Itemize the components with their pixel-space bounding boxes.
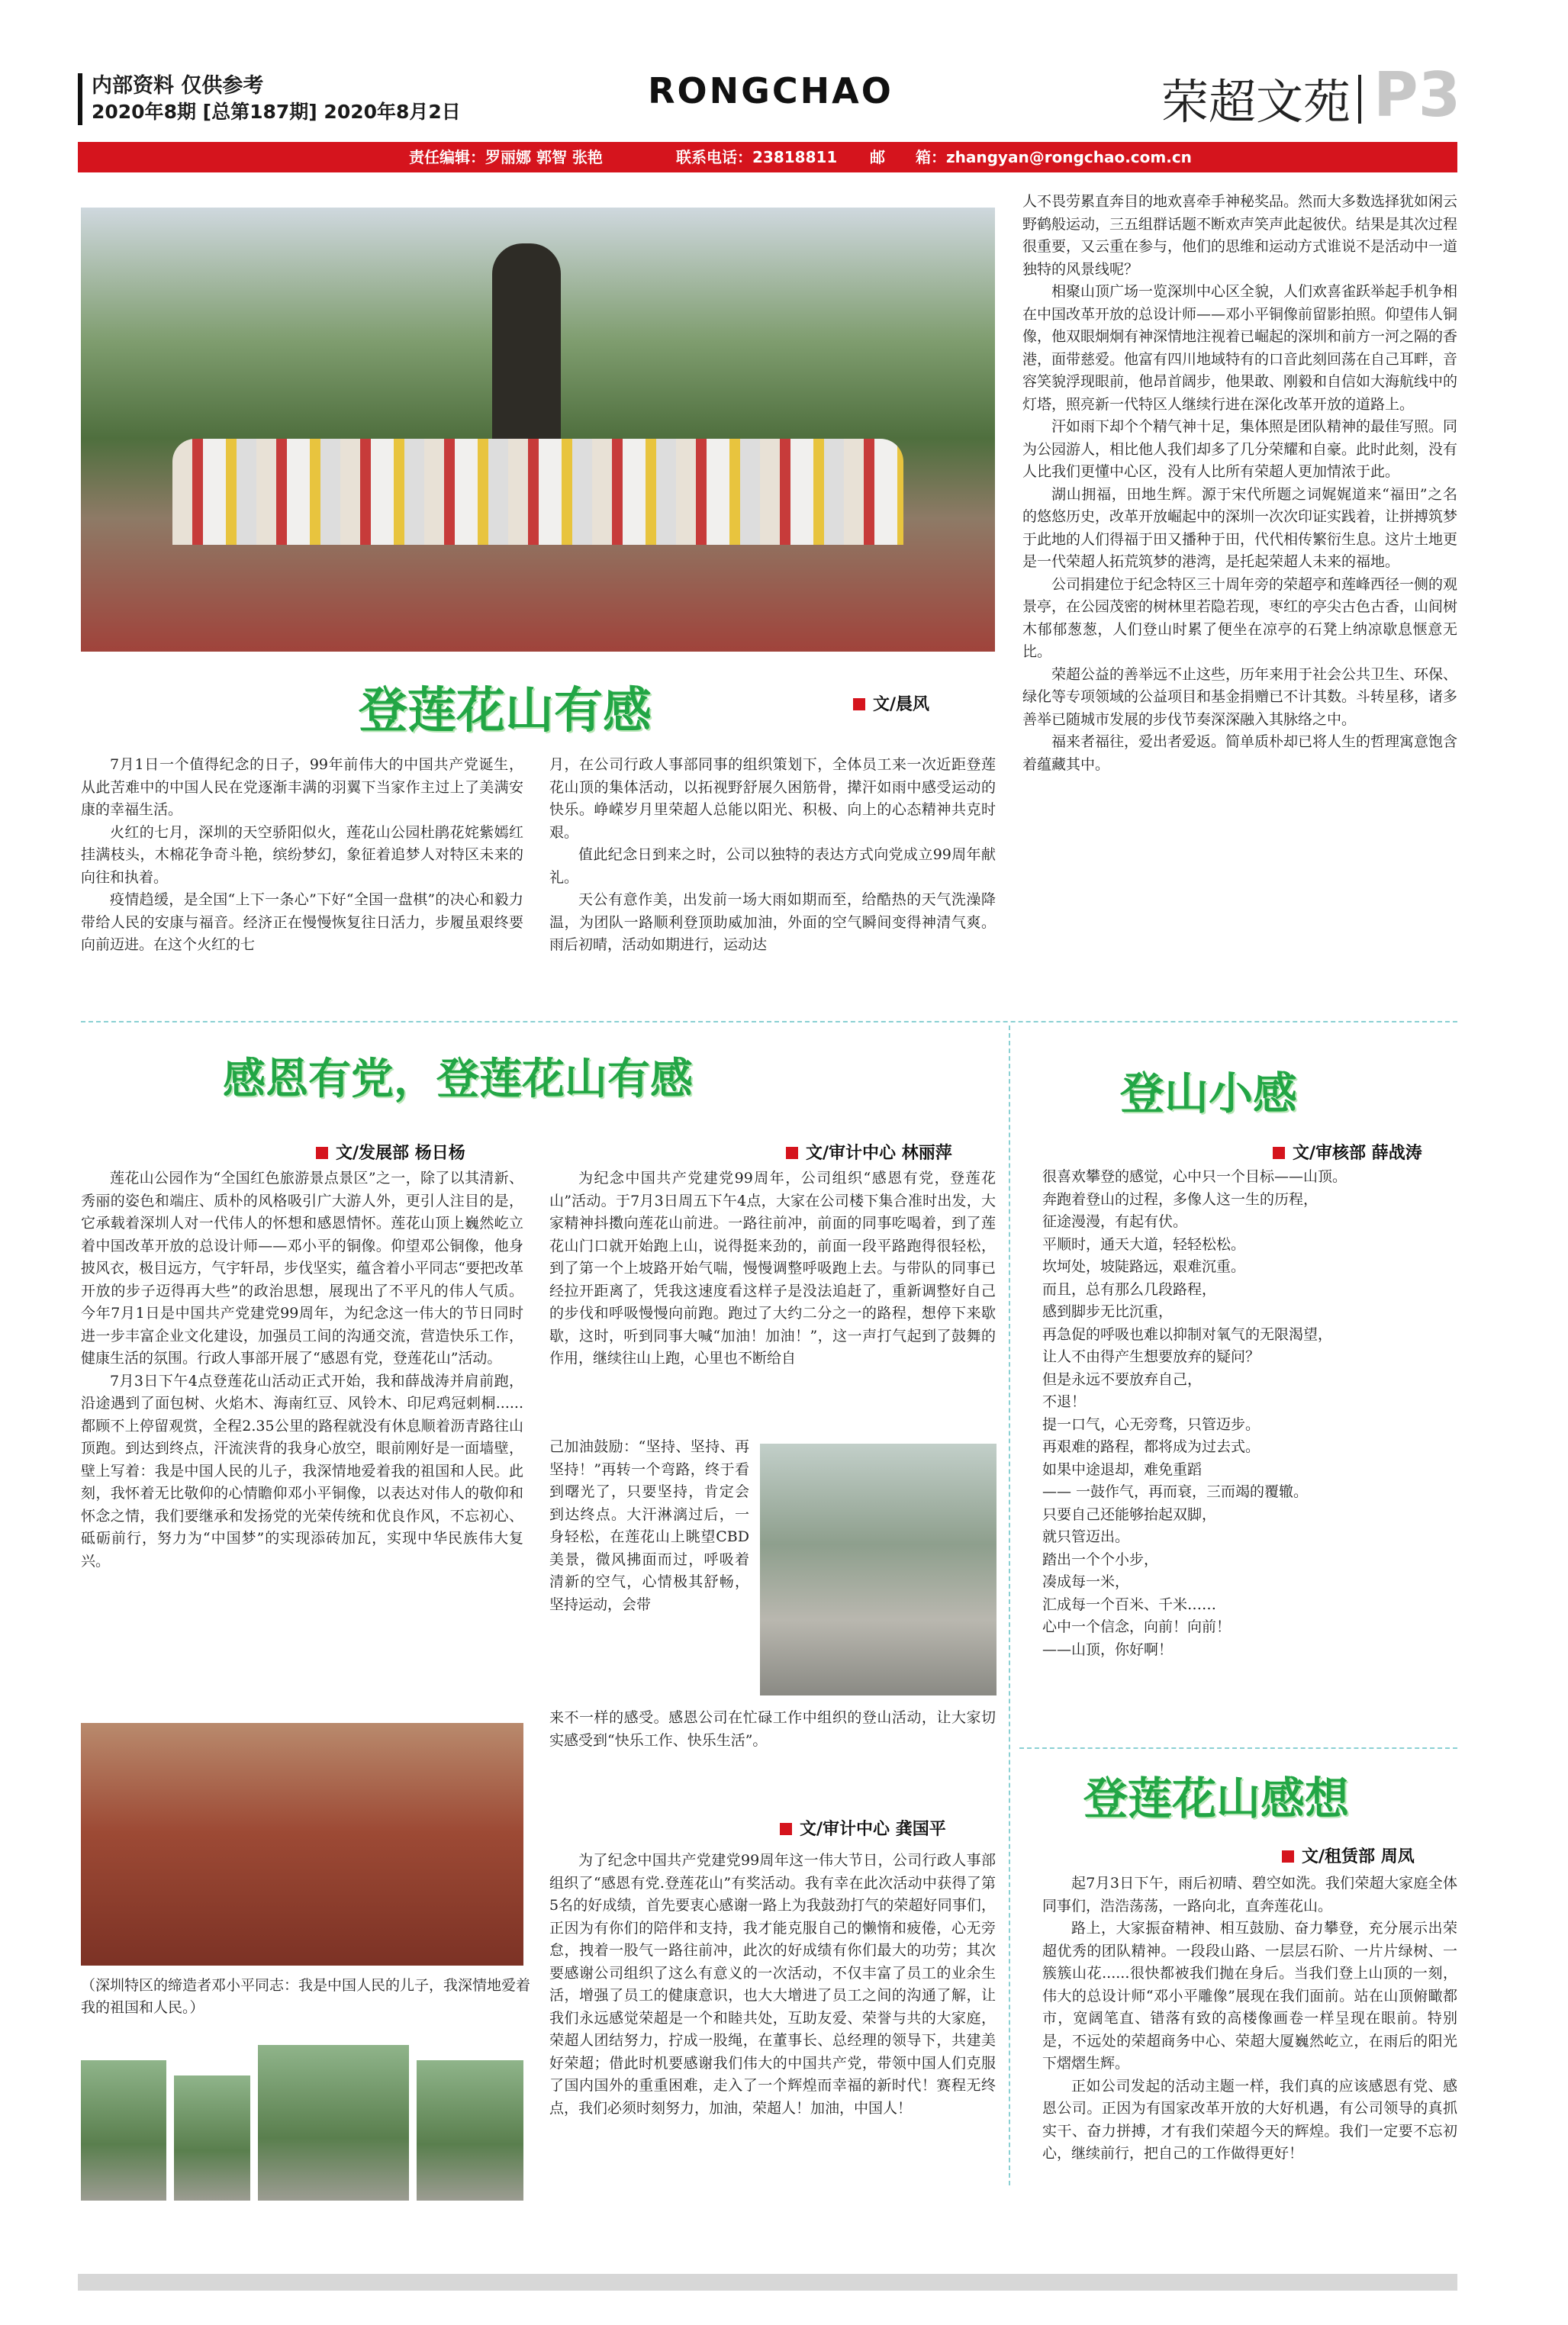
paragraph: 7月3日下午4点登莲花山活动正式开始，我和薛战涛并肩前跑，沿途遇到了面包树、火焰木、海南红豆、风铃木、印尼鸡冠刺桐......都顾不上停留观赏，全程2.35公里的路程就没有休息顺着沥青路往山顶跑。到达到终点，汗流浃背的我身心放空，眼前刚好是一面墙壁，壁上写着：我是中国人民的儿子，我深情地爱着我的祖国和人民。此刻，我怀着无比敬仰的心情瞻仰邓小平铜像，以表达对伟人的敬仰和怀念之情，我们要继承和发扬党的光荣传统和优良作风，不忘初心、砥砺前行，努力为“中国梦”的实现添砖加瓦，实现中华民族伟大复兴。	[81, 1372, 523, 1570]
poem-line: ——山顶，你好啊！	[1042, 1641, 1174, 1658]
poem-line: 就只管迈出。	[1042, 1528, 1130, 1545]
paragraph: 起7月3日下午，雨后初晴、碧空如洗。我们荣超大家庭全体同事们，浩浩荡荡，一路向北，直奔莲花山。	[1042, 1875, 1457, 1914]
paragraph: 荣超公益的善举远不止这些，历年来用于社会公共卫生、环保、绿化等专项领域的公益项目和基金捐赠已不计其数。斗转星移，诸多善举已随城市发展的步伐节奏深深融入其脉络之中。	[1022, 665, 1458, 728]
wall-inscription-photo	[81, 1723, 523, 1966]
member-photo	[81, 2060, 166, 2201]
article2-body	[81, 1167, 523, 1573]
article1-title: 登莲花山有感	[359, 683, 652, 739]
paragraph: 天公有意作美，出发前一场大雨如期而至，给酷热的天气洗澡降温，为团队一路顺利登顶助威加油，外面的空气瞬间变得神清气爽。雨后初晴，活动如期进行，运动达	[549, 891, 996, 953]
article2-title: 感恩有党，登莲花山有感	[223, 1055, 693, 1104]
issue-info: 2020年8期 [总第187期] 2020年8月2日	[92, 101, 461, 123]
article6-body	[1042, 1873, 1457, 2166]
paragraph: 福来者福往，爱出者爱返。简单质朴却已将人生的哲理寓意饱含着蕴藏其中。	[1022, 733, 1458, 773]
masthead-info	[78, 73, 612, 125]
poem-line: 征途漫漫，有起有伏。	[1042, 1213, 1188, 1230]
poem-line: 不退！	[1042, 1393, 1087, 1410]
section-divider	[81, 1021, 1457, 1022]
bullet-square-icon	[853, 698, 865, 710]
article1-col3	[1022, 191, 1457, 776]
poem-line: 提一口气，心无旁骛，只管迈步。	[1042, 1415, 1261, 1433]
article5-poem	[1042, 1166, 1457, 1661]
article6-title: 登莲花山感想	[1083, 1773, 1350, 1824]
article3-body-top	[549, 1167, 996, 1370]
brand-logo: RONGCHAO	[648, 70, 893, 111]
poem-line: 如果中途退却，难免重蹈	[1042, 1460, 1203, 1478]
paragraph: 正如公司发起的活动主题一样，我们真的应该感恩有党、感恩公司。正因为有国家改革开放的大好机遇，有公司领导的真抓实干、奋力拼搏，才有我们荣超今天的辉煌。我们一定要不忘初心，继续前行，把自己的工作做得更好！	[1042, 2077, 1457, 2162]
article3-body-wrap	[549, 1436, 749, 1616]
poem-line: 奔跑着登山的过程，多像人这一生的历程，	[1042, 1190, 1318, 1208]
article5-title: 登山小感	[1120, 1068, 1298, 1119]
poem-line: 凑成每一米，	[1042, 1573, 1130, 1590]
member-photo	[258, 2045, 409, 2201]
internal-notice: 内部资料 仅供参考	[92, 74, 264, 98]
column-divider	[1009, 1026, 1010, 2185]
paragraph: 来不一样的感受。感恩公司在忙碌工作中组织的登山活动，让大家切实感受到“快乐工作、快乐生活”。	[549, 1709, 996, 1749]
member-photo	[417, 2060, 523, 2201]
poem-line: 让人不由得产生想要放弃的疑问？	[1042, 1348, 1261, 1365]
poem-line: 只要自己还能够抬起双脚，	[1042, 1505, 1217, 1523]
paragraph: 为了纪念中国共产党建党99周年这一伟大节日，公司行政人事部组织了“感恩有党.登莲花山”有奖活动。我有幸在此次活动中获得了第5名的好成绩，首先要衷心感谢一路上为我鼓劲打气的荣超好同事们，正因为有你们的陪伴和支持，我才能克服自己的懒惰和疲倦，心无旁怠，拽着一股气一路往前冲，此次的好成绩有你们最大的功劳；其次要感谢公司组织了这么有意义的一次活动，不仅丰富了员工的业余生活，增强了员工的健康意识，也大大增进了员工之间的沟通了解，让我们永远感觉荣超是一个和睦共处，互助友爱、荣誉与共的大家庭，荣超人团结努力，拧成一股绳，在董事长、总经理的领导下，共建美好荣超；借此时机要感谢我们伟大的中国共产党，带领中国人们克服了国内国外的重重困难，走入了一个辉煌而幸福的新时代！赛程无终点，我们必须时刻努力，加油，荣超人！加油，中国人！	[549, 1852, 996, 2117]
article2-byline	[316, 1140, 465, 1164]
member-photo	[174, 2075, 250, 2201]
poem-line: 很喜欢攀登的感觉，心中只一个目标——山顶。	[1042, 1168, 1347, 1185]
article3-byline	[786, 1140, 952, 1164]
paragraph: 火红的七月，深圳的天空骄阳似火，莲花山公园杜鹃花姹紫嫣红挂满枝头，木棉花争奇斗艳，缤纷梦幻，象征着追梦人对特区未来的向往和执着。	[81, 823, 523, 886]
article4-body	[549, 1850, 996, 2120]
poem-line: 但是永远不要放弃自己，	[1042, 1370, 1203, 1388]
page-number: P3	[1373, 60, 1461, 130]
paragraph: 人不畏劳累直奔目的地欢喜牵手神秘奖品。然而大多数选择犹如闲云野鹤般运动，三五组群话题不断欢声笑声此起彼伏。结果是其次过程很重要，又云重在参与，他们的思维和运动方式谁说不是活动中一道独特的风景线呢？	[1022, 193, 1458, 278]
contact-email: 邮 箱：zhangyan@rongchao.com.cn	[870, 148, 1192, 166]
article1-byline	[853, 691, 929, 715]
bullet-square-icon	[316, 1147, 328, 1159]
poem-line: 心中一个信念，向前！向前！	[1042, 1618, 1232, 1635]
article3-author: 文/审计中心 林丽萍	[806, 1144, 952, 1163]
header-divider	[1358, 75, 1361, 124]
article4-byline	[780, 1816, 946, 1840]
editor-bar	[78, 142, 1457, 172]
editors: 责任编辑：罗丽娜 郭智 张艳	[409, 148, 603, 166]
paragraph: 相聚山顶广场一览深圳中心区全貌，人们欢喜雀跃举起手机争相在中国改革开放的总设计师——邓小平铜像前留影拍照。仰望伟人铜像，他双眼炯炯有神深情地注视着已崛起的深圳和前方一河之隔的香港，面带慈爱。他富有四川地域特有的口音此刻回荡在自己耳畔，音容笑貌浮现眼前，他昂首阔步，他果敢、刚毅和自信如大海航线中的灯塔，照亮新一代特区人继续行进在深化改革开放的道路上。	[1022, 283, 1458, 413]
article1-author: 文/晨风	[873, 695, 930, 714]
poem-line: 再急促的呼吸也难以抑制对氧气的无限渴望，	[1042, 1325, 1333, 1343]
poem-line: 而且，总有那么几段路程，	[1042, 1280, 1217, 1298]
article5-author: 文/审核部 薛战涛	[1293, 1144, 1422, 1163]
poem-line: 感到脚步无比沉重，	[1042, 1303, 1174, 1320]
paragraph: 值此纪念日到来之时，公司以独特的表达方式向党成立99周年献礼。	[549, 846, 996, 886]
article5-byline	[1273, 1140, 1422, 1164]
crowd-figure	[172, 439, 903, 546]
article3-body-end	[549, 1707, 996, 1752]
bullet-square-icon	[1282, 1850, 1294, 1863]
paragraph: 莲花山公园作为“全国红色旅游景点景区”之一，除了以其清新、秀丽的姿色和端庄、质朴的风格吸引广大游人外，更引人注目的是，它承载着深圳人对一代伟人的怀想和感恩情怀。莲花山顶上巍然屹立着中国改革开放的总设计师——邓小平的铜像。仰望邓公铜像，他身披风衣，极目远方，气宇轩昂，步伐坚实，蕴含着小平同志“要把改革开放的步子迈得再大些”的政治思想，展现出了不平凡的伟人气质。 今年7月1日是中国共产党建党99周年，为纪念这一伟大的节日同时进一步丰富企业文化建设，加强员工间的沟通交流，营造快乐工作，健康生活的氛围。行政人事部开展了“感恩有党，登莲花山”活动。	[81, 1170, 523, 1367]
contact-phone: 联系电话：23818811	[676, 148, 838, 166]
poem-line: 再艰难的路程，都将成为过去式。	[1042, 1438, 1261, 1455]
section-divider	[1019, 1747, 1457, 1749]
paragraph: 疫情趋缓，是全国“上下一条心”下好“全国一盘棋”的决心和毅力带给人民的安康与福音。经济正在慢慢恢复往日活力，步履虽艰终要向前迈进。在这个火红的七	[81, 891, 523, 953]
bullet-square-icon	[780, 1823, 792, 1835]
article1-col1	[81, 754, 523, 957]
poem-line: 汇成每一个百米、千米……	[1042, 1596, 1217, 1613]
article2-author: 文/发展部 杨日杨	[336, 1144, 465, 1163]
paragraph: 汗如雨下却个个精气神十足，集体照是团队精神的最佳写照。同为公园游人，相比他人我们却多了几分荣耀和自豪。此时此刻，没有人比我们更懂中心区，没有人比所有荣超人更加情浓于此。	[1022, 418, 1458, 480]
article4-author: 文/审计中心 龚国平	[800, 1820, 946, 1839]
article6-byline	[1282, 1844, 1415, 1867]
paragraph: 月，在公司行政人事部同事的组织策划下，全体员工来一次近距登莲花山顶的集体活动，以拓视野舒展久困筋骨，撵汗如雨中感受运动的快乐。峥嵘岁月里荣超人总能以阳光、积极、向上的心态精神共克时艰。	[549, 756, 996, 841]
paragraph: 路上，大家振奋精神、相互鼓励、奋力攀登，充分展示出荣超优秀的团队精神。一段段山路、一层层石阶、一片片绿树、一簇簇山花......很快都被我们抛在身后。当我们登上山顶的一刻，伟大的总设计师“邓小平雕像”展现在我们面前。站在山顶俯瞰都市，宽阔笔直、错落有致的高楼像画卷一样呈现在眼前。特别是，不远处的荣超商务中心、荣超大厦巍然屹立，在雨后的阳光下熠熠生辉。	[1042, 1920, 1457, 2072]
paragraph: 为纪念中国共产党建党99周年，公司组织“感恩有党，登莲花山”活动。于7月3日周五下午4点，大家在公司楼下集合准时出发，大家精神抖擞向莲花山前进。一路往前冲，前面的同事吃喝着，到了莲花山门口就开始跑上山，说得挺来劲的，前面一段平路跑得很轻松，到了第一个上坡路开始气喘，慢慢调整呼吸跑上去。与带队的同事已经拉开距离了，凭我这速度看这样子是没法追赶了，重新调整好自己的步伐和呼吸慢慢向前跑。跑过了大约二分之一的路程，想停下来歇歇，这时，听到同事大喊“加油！加油！”，这一声打气起到了鼓舞的作用，继续往山上跑，心里也不断给自	[549, 1170, 996, 1367]
section-title: 荣超文苑	[1161, 74, 1351, 130]
group-photo	[81, 208, 995, 652]
poem-line: 平顺时，通天大道，轻轻松松。	[1042, 1235, 1246, 1253]
poem-line: 踏出一个个小步，	[1042, 1551, 1159, 1568]
article1-col2	[549, 754, 996, 957]
bullet-square-icon	[1273, 1147, 1285, 1159]
article6-author: 文/租赁部 周凤	[1302, 1847, 1415, 1866]
paragraph: 己加油鼓励：“坚持、坚持、再坚持！”再转一个弯路，终于看到曙光了，只要坚持，肯定会到达终点。大汗淋漓过后，一身轻松，在莲花山上眺望CBD美景，微风拂面而过，呼吸着清新的空气，心情极其舒畅，坚持运动，会带	[549, 1438, 749, 1613]
runners-photo	[760, 1444, 997, 1695]
photo-caption: （深圳特区的缔造者邓小平同志：我是中国人民的儿子，我深情地爱着我的祖国和人民。）	[81, 1977, 531, 2016]
paragraph: 湖山拥福，田地生辉。源于宋代所题之词娓娓道来“福田”之名的悠悠历史，改革开放崛起中的深圳一次次印证实践着，让拼搏筑梦于此地的人们得福于田又播种于田，代代相传繁衍生息。这片土地更是一代荣超人拓荒筑梦的港湾，是托起荣超人未来的福地。	[1022, 485, 1458, 570]
paragraph: 公司捐建位于纪念特区三十周年旁的荣超亭和莲峰西径一侧的观景亭，在公园茂密的树林里若隐若现，枣红的亭尖古色古香，山间树木郁郁葱葱，人们登山时累了便坐在凉亭的石凳上纳凉歇息惬意无比。	[1022, 575, 1458, 660]
bullet-square-icon	[786, 1147, 798, 1159]
poem-line: —— 一鼓作气，再而衰，三而竭的覆辙。	[1042, 1483, 1309, 1500]
footer-bar	[78, 2274, 1457, 2291]
poem-line: 坎坷处，坡陡路远，艰难沉重。	[1042, 1258, 1246, 1275]
paragraph: 7月1日一个值得纪念的日子，99年前伟大的中国共产党诞生，从此苦难中的中国人民在党逐渐丰满的羽翼下当家作主过上了美满安康的幸福生活。	[81, 756, 523, 818]
